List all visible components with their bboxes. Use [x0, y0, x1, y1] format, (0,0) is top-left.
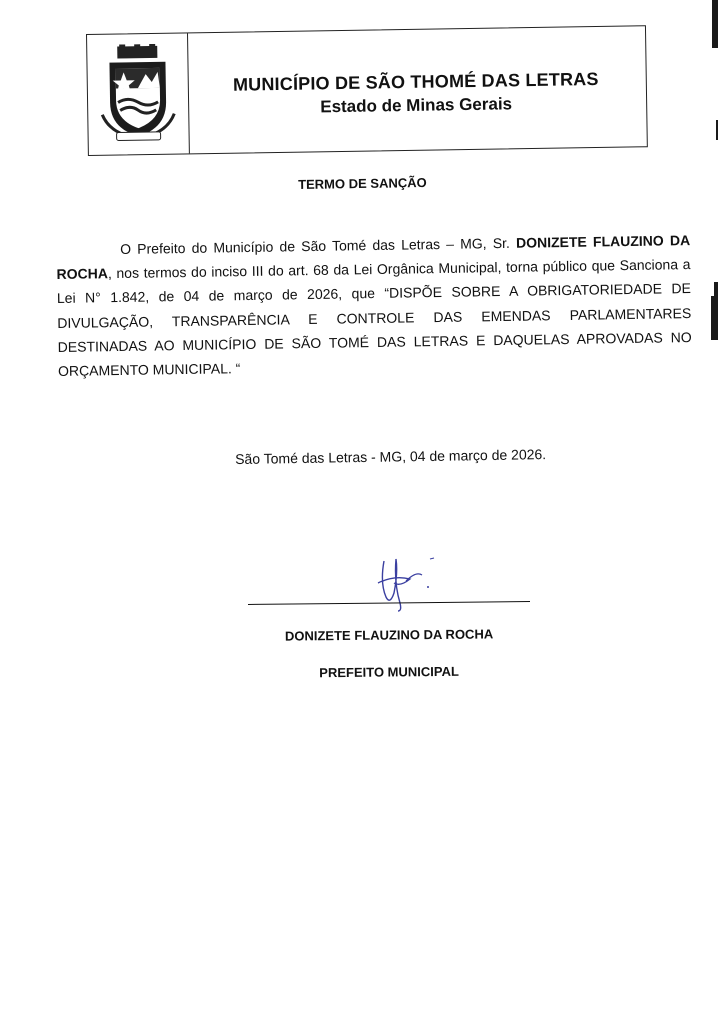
date-line: São Tomé das Letras - MG, 04 de março de 2026.	[235, 446, 547, 467]
signatory-name: DONIZETE FLAUZINO DA ROCHA	[284, 626, 494, 644]
paragraph-intro: O Prefeito do Município de São Tomé das Letras – MG, Sr.	[120, 234, 517, 257]
coat-of-arms-icon	[99, 44, 177, 143]
scan-edge	[704, 0, 718, 1024]
signatory-role: PREFEITO MUNICIPAL	[319, 663, 459, 681]
body-paragraph	[56, 228, 692, 383]
mayor-name-bold: DONIZETE FLAUZINO DA ROCHA	[56, 232, 691, 283]
letterhead	[86, 25, 648, 156]
signature-icon	[370, 553, 440, 615]
state-subtitle: Estado de Minas Gerais	[320, 94, 513, 117]
document-title: TERMO DE SANÇÃO	[298, 174, 427, 192]
municipality-title: MUNICÍPIO DE SÃO THOMÉ DAS LETRAS	[232, 68, 599, 95]
crest-cell	[87, 33, 190, 155]
paragraph-body: , nos termos do inciso III do art. 68 da Lei Orgânica Municipal, torna público que Sanciona a Lei N° 1.842, de 04 de março de 2026, que “DISPÕE SOBRE A OBRIGATORIEDADE DE DIVULGAÇÃO, TRANSPARÊNCIA E CONTROLE DAS EMENDAS PARLAMENTARES DESTINADAS AO MUNICÍPIO DE SÃO TOMÉ DAS LETRAS E DAQUELAS APROVADAS NO ORÇAMENTO MUNICIPAL. “	[56, 256, 692, 379]
